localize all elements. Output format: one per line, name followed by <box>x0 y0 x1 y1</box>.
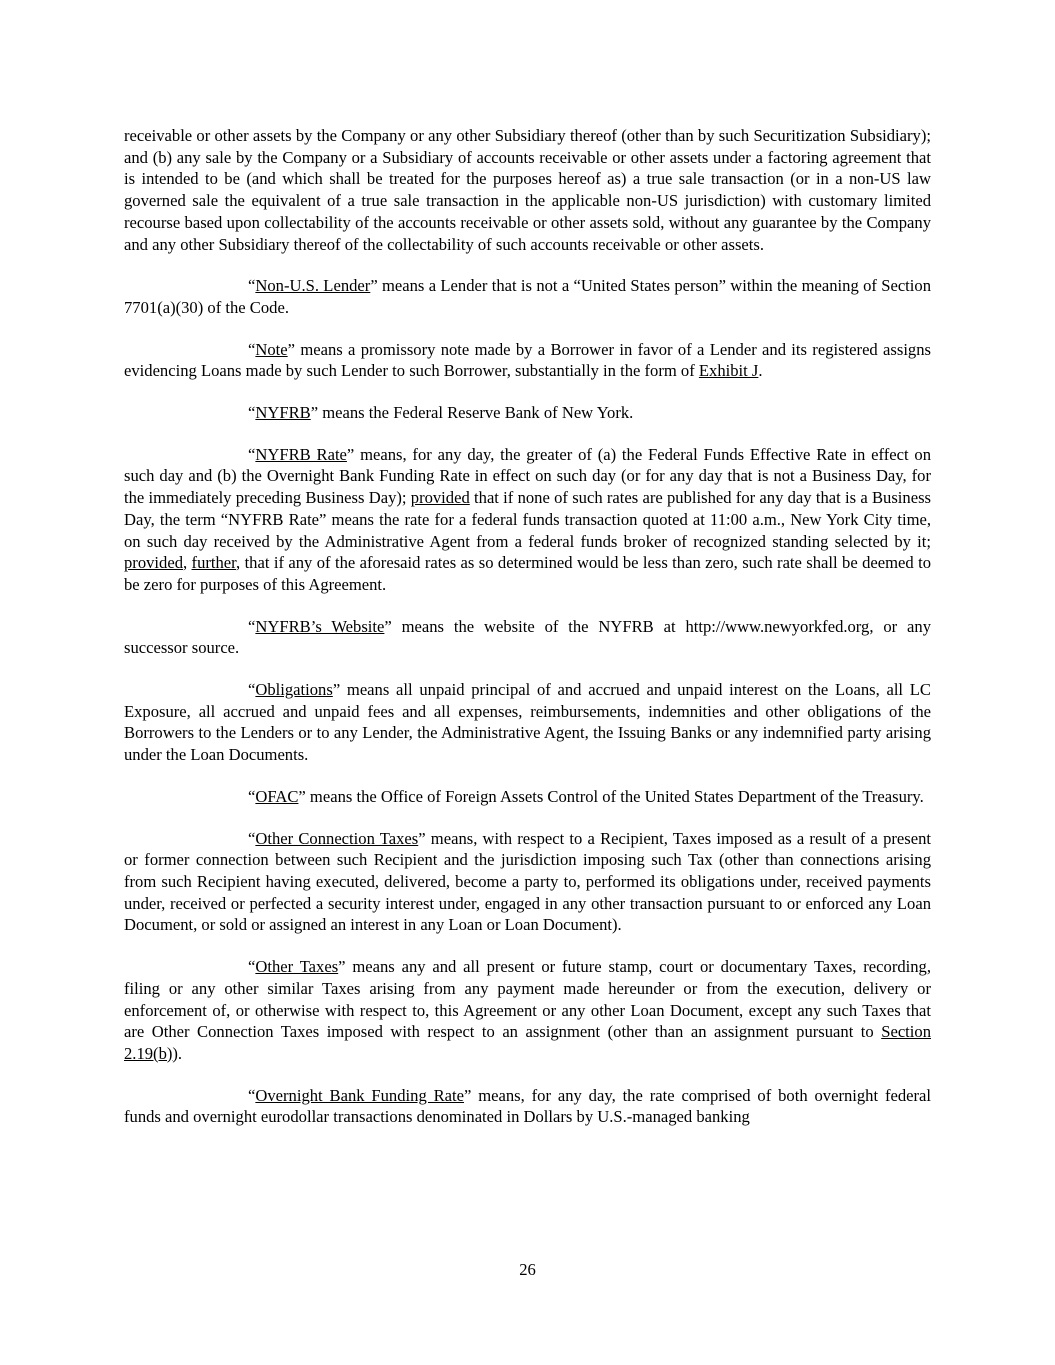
defined-term: NYFRB Rate <box>255 444 347 464</box>
exhibit-reference: Exhibit J <box>698 361 759 381</box>
document-body <box>124 125 931 1148</box>
provided-term: provided <box>410 488 470 508</box>
definition-non-us-lender: “Non-U.S. Lender” means a Lender that is not a “United States person” within the meaning of Section 7701(a)(30) of the Code. <box>124 276 932 317</box>
further-term: further <box>191 553 237 573</box>
defined-term: Non-U.S. Lender <box>255 276 371 296</box>
definition-overnight-bank-funding-rate: “Overnight Bank Funding Rate” means, for any day, the rate comprised of both overnight federal funds and overnight eurodollar transactions denominated in Dollars by U.S.-managed banking <box>124 1085 931 1127</box>
definition-obligations: “Obligations” means all unpaid principal of and accrued and unpaid interest on the Loans, all LC Exposure, all accrued and unpaid fees and all expenses, reimbursements, indemnities and other obligations of the Borrowers to the Lenders or to any Lender, the Administrative Agent, the Issuing Banks or any indemnified party arising under the Loan Documents. <box>124 680 931 765</box>
definition-note: “Note” means a promissory note made by a Borrower in favor of a Lender and its registered assigns evidencing Loans made by such Lender to such Borrower, substantially in the form of Exhibit J. <box>124 339 931 381</box>
defined-term: NYFRB <box>255 403 311 423</box>
defined-term: Note <box>255 339 288 359</box>
definition-nyfrb-website: “NYFRB’s Website” means the website of the NYFRB at http://www.newyorkfed.org, or any successor source. <box>124 616 931 658</box>
definition-other-taxes: “Other Taxes” means any and all present or future stamp, court or documentary Taxes, recording, filing or any other similar Taxes arising from any payment made hereunder or from the execution, delivery or enforcement of, or otherwise with respect to, this Agreement or any other Loan Document, except any such Taxes that are Other Connection Taxes imposed with respect to an assignment (other than an assignment pursuant to Section 2.19(b)). <box>124 957 931 1063</box>
defined-term: Other Connection Taxes <box>255 828 419 848</box>
defined-term: Overnight Bank Funding Rate <box>255 1085 465 1105</box>
defined-term: NYFRB’s Website <box>255 616 385 636</box>
section-reference: Section 2.19(b) <box>124 1022 931 1063</box>
definition-nyfrb-rate: “NYFRB Rate” means, for any day, the greater of (a) the Federal Funds Effective Rate in effect on such day and (b) the Overnight Bank Funding Rate in effect on such day (or for any day that is not a Business Day, for the immediately preceding Business Day); provided that if none of such rates are published for any day that is a Business Day, the term “NYFRB Rate” means the rate for a federal funds transaction quoted at 11:00 a.m., New York City time, on such day received by the Administrative Agent from a federal funds broker of recognized standing selected by it; provided, further, that if any of the aforesaid rates as so determined would be less than zero, such rate shall be deemed to be zero for purposes of this Agreement. <box>124 444 931 594</box>
defined-term: OFAC <box>255 786 299 806</box>
defined-term: Other Taxes <box>255 957 339 977</box>
definition-nyfrb: “NYFRB” means the Federal Reserve Bank of New York. <box>248 403 634 423</box>
definition-ofac: “OFAC” means the Office of Foreign Assets Control of the United States Department of the Treasury. <box>248 786 924 806</box>
continuation-paragraph: receivable or other assets by the Company or any other Subsidiary thereof (other than by such Securitization Subsidiary); and (b) any sale by the Company or a Subsidiary of accounts receivable or other assets under a factoring agreement that is intended to be (and which shall be treated for the purposes hereof as) a true sale transaction (or in a non-US law governed sale the equivalent of a true sale transaction in the applicable non-US jurisdiction) with customary limited recourse based upon collectability of the accounts receivable or other assets sold, without any guarantee by the Company and any other Subsidiary thereof of the collectability of such accounts receivable or other assets. <box>124 126 931 254</box>
page-number: 26 <box>519 1260 536 1279</box>
defined-term: Obligations <box>255 680 333 700</box>
definition-other-connection-taxes: “Other Connection Taxes” means, with respect to a Recipient, Taxes imposed as a result of a present or former connection between such Recipient and the jurisdiction imposing such Tax (other than connections arising from such Recipient having executed, delivered, become a party to, performed its obligations under, received payments under, received or perfected a security interest under, engaged in any other transaction pursuant to or enforced any Loan Document, or sold or assigned an interest in any Loan or Loan Document). <box>124 828 932 935</box>
provided-term: provided <box>124 553 183 573</box>
